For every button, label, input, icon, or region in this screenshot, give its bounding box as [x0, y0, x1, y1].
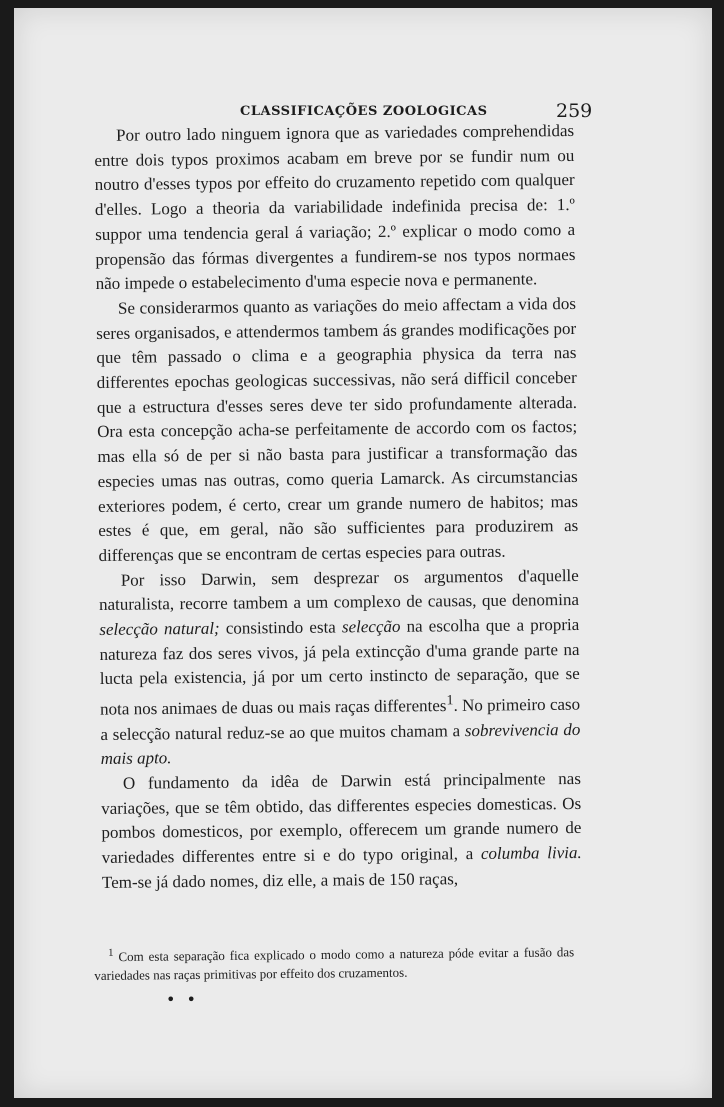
- p4-text-a: O fundamento da idêa de Darwin está principalmente nas variações, que se têm obtido, das differentes especies domesticas. Os pombos domesticos, por exemplo, offerecem um grande numero de variedades differentes entre si e do typo original, a: [101, 768, 582, 868]
- p3-text-b: consistindo esta: [219, 617, 343, 638]
- paragraph-3: [99, 564, 581, 772]
- running-title: CLASSIFICAÇÕES ZOOLOGICAS: [240, 104, 488, 119]
- term-sobrevivencia: sobrevivencia do mais apto.: [100, 719, 581, 769]
- p4-text-b: Tem-se já dado nomes, diz elle, a mais de 150 raças,: [101, 868, 459, 892]
- page-number: 259: [556, 100, 593, 122]
- paragraph-1: Por outro lado ninguem ignora que as variedades comprehendidas entre dois typos proximos acabam em breve por se fundir num ou noutro d'esses typos por effeito do cruzamento repetido com qualquer d'elles. Logo a theoria da variabilidade indefinida precisa de: 1.º suppor uma tendencia geral á variação; 2.º explicar o modo como a propensão das fórmas divergentes a fundirem-se nos typos normaes não impede o estabelecimento d'uma especie nova e permanente.: [94, 120, 576, 294]
- footnote-marker: 1: [108, 946, 114, 959]
- footnote-body: Com esta separação fica explicado o modo como a natureza póde evitar a fusão das variedades nas raças primitivas por effeito dos cruzamentos.: [94, 944, 575, 984]
- footnote-text: [94, 939, 574, 985]
- term-columba-livia: columba livia.: [480, 842, 582, 864]
- paragraph-4: [101, 767, 582, 896]
- body-text: [94, 119, 582, 895]
- term-selecao-natural: selecção natural;: [99, 618, 220, 640]
- footnote: [94, 939, 574, 985]
- p3-text-c: na escolha que a propria natureza faz dos seres vivos, já pela extincção d'uma grande parte na lucta pela existencia, já por um certo instincto de separação, que se nota nos animaes de duas ou mais raças differentes: [99, 615, 580, 719]
- term-selecao: selecção: [341, 616, 401, 637]
- p3-text-d: . No primeiro caso a selecção natural reduz-se ao que muitos chamam a: [100, 694, 581, 744]
- p3-text-a: Por isso Darwin, sem desprezar os argumentos d'aquelle naturalista, recorre tambem a um complexo de causas, que denomina: [98, 565, 580, 615]
- signature-marks: • •: [166, 990, 199, 1009]
- footnote-reference: 1: [446, 692, 454, 709]
- paragraph-2: Se considerarmos quanto as variações do meio affectam a vida dos seres organisados, e attendermos tambem ás grandes modificações por que têm passado o clima e a geographia physica da terra nas differentes epochas geologicas successivas, não será difficil conceber que a estructura d'esses seres deve ter sido profundamente alterada. Ora esta concepção acha-se perfeitamente de accordo com os factos; mas ella só de per si não basta para justificar a transformação das especies umas nas outras, como queria Lamarck. As circumstancias exteriores podem, é certo, crear um grande numero de habitos; mas estes é que, em geral, não são sufficientes para produzirem as differenças que se encontram de certas especies para outras.: [96, 293, 579, 565]
